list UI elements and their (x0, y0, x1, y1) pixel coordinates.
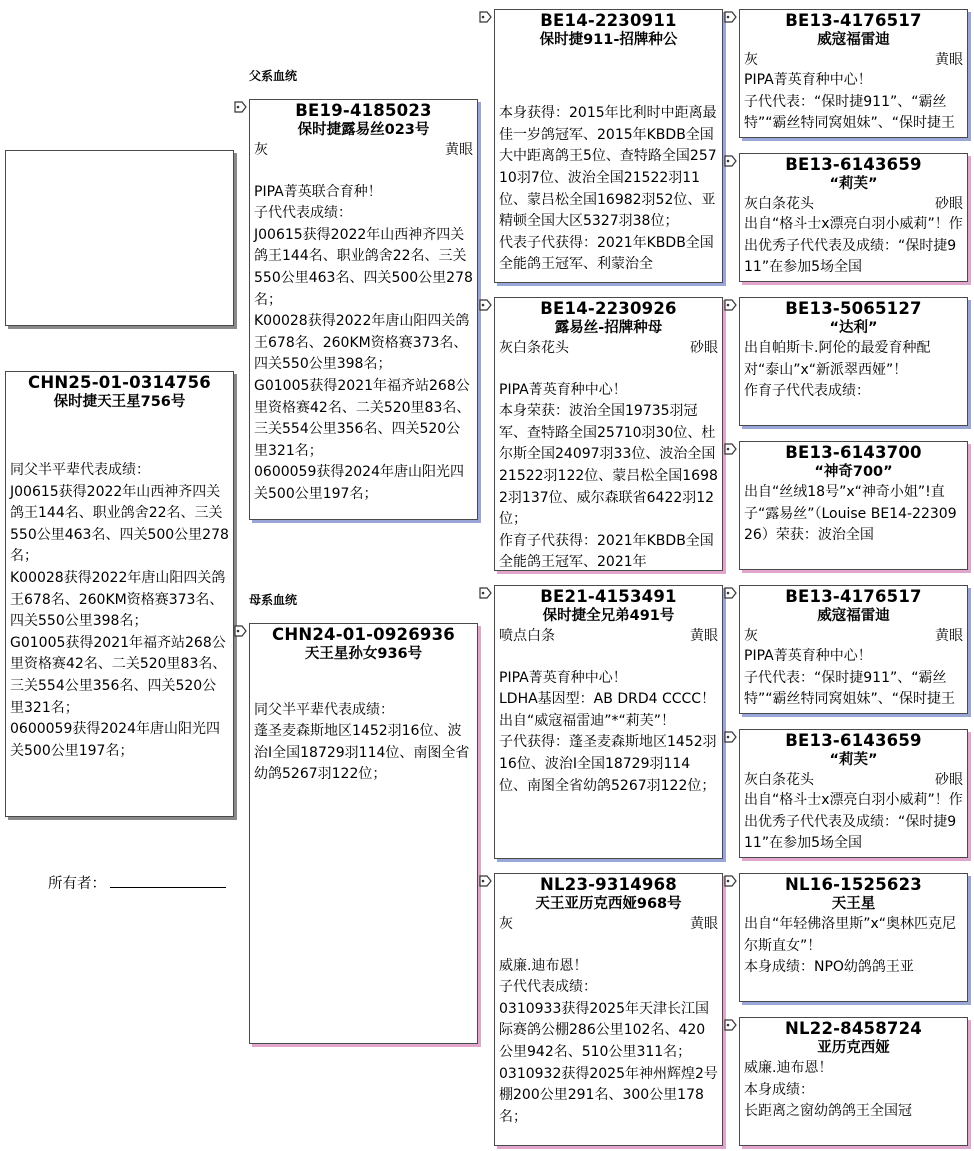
dam-name: 天王星孙女936号 (304, 646, 423, 662)
edit-tag-icon[interactable] (478, 874, 493, 889)
edit-tag-icon[interactable] (723, 730, 738, 745)
sss-ring-number: BE13-4176517 (785, 11, 922, 30)
sds-name: “达利” (829, 320, 878, 336)
edit-tag-icon[interactable] (233, 624, 248, 639)
dss-card[interactable] (739, 585, 968, 714)
dam-sire-ring-number: BE21-4153491 (540, 587, 677, 606)
dds-description: 出自“年轻佛洛里斯”x“奥林匹克尼尔斯直女”！ 本身成绩：NPO幼鸽鸽王亚 (744, 916, 957, 976)
sss-eye: 黄眼 (935, 52, 963, 68)
ddd-card[interactable] (739, 1017, 968, 1146)
sdd-name: “神奇700” (814, 464, 893, 480)
owner-line (110, 873, 226, 888)
owner-field (48, 872, 226, 893)
sire-dam-color: 灰白条花头 (499, 340, 569, 356)
sire-description: PIPA菁英联合育种！ 子代代表成绩： J00615获得2022年山西神齐四关鸽王144名、职业鸽舍22名、三关550公里463名、四关500公里278名； K00028获得2022年唐山阳四关鸽王678名、260KM资格赛373名、四关550公里398名； G01005获得2021年福齐站268公里资格赛42名、二关520里83名、三关554公里356名、四关520公里321名； 0600059获得2024年唐山阳光四关500公里197名； (254, 183, 473, 502)
sire-sire-name: 保时捷911-招牌种公 (539, 32, 678, 48)
ssd-ring-number: BE13-6143659 (785, 155, 922, 174)
sire-ring-number: BE19-4185023 (295, 101, 432, 120)
edit-tag-icon[interactable] (478, 10, 493, 25)
sire-dam-eye: 砂眼 (690, 340, 718, 356)
sire-dam-card[interactable] (494, 297, 723, 571)
sire-card[interactable] (249, 99, 478, 520)
sire-color: 灰 (254, 142, 268, 158)
sire-dam-description: PIPA菁英育种中心！ 本身荣获：波治全国19735羽冠军、查特路全国25710羽30位、杜尔斯全国24097羽33位、波治全国21522羽122位、蒙吕松全国16982羽137位、威尔森联省6422羽12位； 作育子代获得：2021年KBDB全国全能鸽王冠军、2021年 (499, 381, 718, 571)
dam-sire-name: 保时捷全兄弟491号 (542, 608, 675, 624)
sire-dam-ring-number: BE14-2230926 (540, 299, 677, 318)
dam-dam-color-row (495, 914, 722, 934)
dsd-ring-number: BE13-6143659 (785, 731, 922, 750)
sire-eye: 黄眼 (445, 142, 473, 158)
dsd-description: 出自“格斗士x漂亮白羽小威莉”！作出优秀子代代表及成绩：“保时捷911”在参加5场全国 (744, 792, 963, 852)
dam-dam-name: 天王亚历克西娅968号 (535, 896, 682, 912)
dam-dam-description: 威廉.迪布恩！ 子代代表成绩： 0310933获得2025年天津长江国际赛鸽公棚286公里102名、420公里942名、510公里311名； 0310932获得2025年神州辉煌2号棚200公里291名、300公里178名； (499, 957, 718, 1125)
sdd-ring-number: BE13-6143700 (785, 443, 922, 462)
dss-eye: 黄眼 (935, 628, 963, 644)
subject-ring-number: CHN25-01-0314756 (28, 373, 211, 392)
edit-tag-icon[interactable] (723, 1018, 738, 1033)
sire-dam-color-row (495, 338, 722, 358)
ssd-eye: 砂眼 (935, 196, 963, 212)
dss-color: 灰 (744, 628, 758, 644)
dam-line-label: 母系血统 (249, 593, 298, 607)
dsd-card[interactable] (739, 729, 968, 858)
dam-dam-color: 灰 (499, 916, 513, 932)
dss-name: 威寇福雷迪 (817, 608, 890, 624)
ssd-color: 灰白条花头 (744, 196, 814, 212)
sire-dam-name: 露易丝-招牌种母 (554, 320, 663, 336)
edit-tag-icon[interactable] (723, 586, 738, 601)
sds-description: 出自帕斯卡.阿伦的最爱育种配对“泰山”x“新派翠西娅”！ 作育子代代表成绩： (744, 340, 931, 400)
edit-tag-icon[interactable] (723, 298, 738, 313)
sss-name: 威寇福雷迪 (817, 32, 890, 48)
dam-sire-color-row (495, 626, 722, 646)
dsd-name: “莉芙” (829, 752, 878, 768)
ssd-card[interactable] (739, 153, 968, 282)
owner-label: 所有者： (48, 876, 106, 892)
ssd-description: 出自“格斗士x漂亮白羽小威莉”！作出优秀子代代表及成绩：“保时捷911”在参加5场全国 (744, 216, 963, 276)
dds-ring-number: NL16-1525623 (785, 875, 922, 894)
sire-sire-description: 本身获得：2015年比利时中距离最佳一岁鸽冠军、2015年KBDB全国大中距离鸽王5位、查特路全国25710羽7位、波治全国21522羽11位、蒙吕松全国16982羽52位、亚精顿全国大区5327羽38位； 代表子代获得：2021年KBDB全国全能鸽王冠军、利蒙治全 (499, 105, 717, 273)
subject-description: 同父半平辈代表成绩： J00615获得2022年山西神齐四关鸽王144名、职业鸽舍22名、三关550公里463名、四关500公里278名； K00028获得2022年唐山阳四关鸽王678名、260KM资格赛373名、四关550公里398名； G01005获得2021年福齐站268公里资格赛42名、二关520里83名、三关554公里356名、四关520公里321名； 0600059获得2024年唐山阳光四关500公里197名； (10, 462, 229, 759)
sire-color-row (250, 140, 477, 160)
dsd-eye: 砂眼 (935, 772, 963, 788)
sss-card[interactable] (739, 9, 968, 138)
dam-sire-color: 喷点白条 (499, 628, 555, 644)
dam-ring-number: CHN24-01-0926936 (272, 625, 455, 644)
dam-sire-description: PIPA菁英育种中心！ LDHA基因型：AB DRD4 CCCC！出自“威寇福雷迪”*“莉芙”！ 子代获得：蓬圣麦森斯地区1452羽16位、波治I全国18729羽114位、南图全省幼鸽5267羽122位； (499, 669, 717, 794)
sss-color-row (740, 50, 967, 70)
subject-card[interactable] (5, 371, 234, 817)
sire-sire-ring-number: BE14-2230911 (540, 11, 677, 30)
dam-description: 同父半平辈代表成绩： 蓬圣麦森斯地区1452羽16位、波治I全国18729羽114位、南图全省幼鸽5267羽122位； (254, 701, 470, 783)
edit-tag-icon[interactable] (723, 442, 738, 457)
ssd-color-row (740, 194, 967, 214)
edit-tag-icon[interactable] (478, 298, 493, 313)
sdd-description: 出自“丝绒18号”x“神奇小姐”!直子“露易丝”（Louise BE14-2230926）荣获：波治全国 (744, 484, 957, 544)
sss-color: 灰 (744, 52, 758, 68)
dss-ring-number: BE13-4176517 (785, 587, 922, 606)
sdd-card[interactable] (739, 441, 968, 570)
sire-name: 保时捷露易丝023号 (297, 122, 430, 138)
edit-tag-icon[interactable] (478, 586, 493, 601)
sss-description: PIPA菁英育种中心！ 子代代表：“保时捷911”、“霸丝特”“霸丝特同窝姐妹”、“保时捷王 (744, 72, 956, 132)
dss-color-row (740, 626, 967, 646)
dam-dam-ring-number: NL23-9314968 (540, 875, 677, 894)
dam-sire-eye: 黄眼 (690, 628, 718, 644)
ssd-name: “莉芙” (829, 176, 878, 192)
dam-dam-card[interactable] (494, 873, 723, 1146)
dss-description: PIPA菁英育种中心！ 子代代表：“保时捷911”、“霸丝特”“霸丝特同窝姐妹”、“保时捷王 (744, 648, 956, 708)
dds-card[interactable] (739, 873, 968, 1002)
edit-tag-icon[interactable] (233, 100, 248, 115)
edit-tag-icon[interactable] (723, 10, 738, 25)
pigeon-photo (5, 150, 234, 326)
dds-name: 天王星 (831, 896, 876, 912)
sds-card[interactable] (739, 297, 968, 426)
ddd-name: 亚历克西娅 (817, 1040, 890, 1056)
ddd-description: 威廉.迪布恩！ 本身成绩： 长距离之窗幼鸽鸽王全国冠 (744, 1060, 912, 1120)
ddd-ring-number: NL22-8458724 (785, 1019, 922, 1038)
subject-name: 保时捷天王星756号 (53, 394, 186, 410)
sds-ring-number: BE13-5065127 (785, 299, 922, 318)
edit-tag-icon[interactable] (723, 154, 738, 169)
dam-dam-eye: 黄眼 (690, 916, 718, 932)
sire-line-label: 父系血统 (249, 69, 298, 83)
sire-sire-card[interactable] (494, 9, 723, 283)
dam-sire-card[interactable] (494, 585, 723, 859)
dam-card[interactable] (249, 623, 478, 1044)
edit-tag-icon[interactable] (723, 874, 738, 889)
dsd-color: 灰白条花头 (744, 772, 814, 788)
dsd-color-row (740, 770, 967, 790)
